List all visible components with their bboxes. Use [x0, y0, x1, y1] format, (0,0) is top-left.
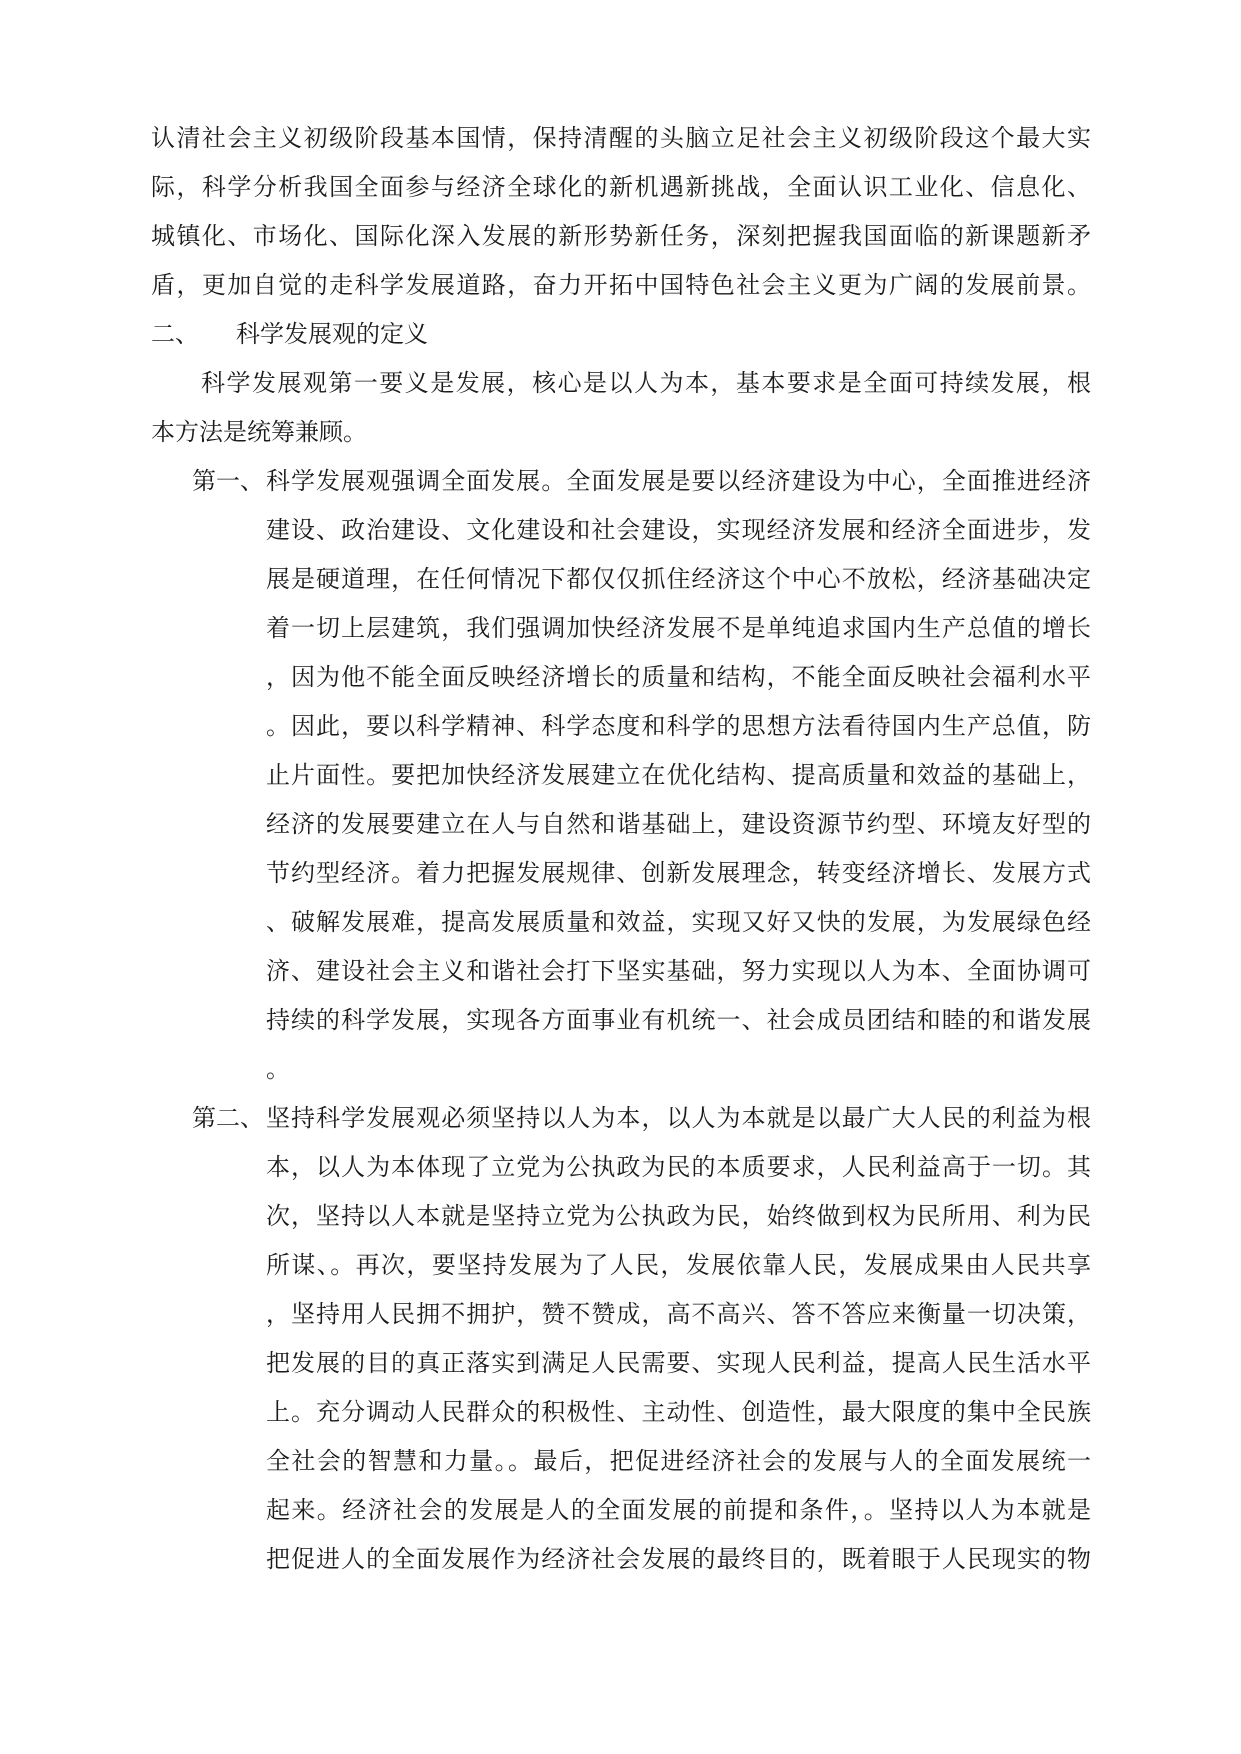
section-title: 科学发展观的定义: [236, 320, 428, 348]
item-label: 第二、: [192, 1104, 264, 1132]
item-line: 经济的发展要建立在人与自然和谐基础上，建设资源节约型、环境友好型的: [266, 810, 1091, 838]
item-line: 持续的科学发展，实现各方面事业有机统一、社会成员团结和睦的和谐发展: [266, 1006, 1091, 1034]
item-line: ，因为他不能全面反映经济增长的质量和结构，不能全面反映社会福利水平: [266, 663, 1091, 691]
item-line: 济、建设社会主义和谐社会打下坚实基础，努力实现以人为本、全面协调可: [266, 957, 1091, 985]
item-line: 把促进人的全面发展作为经济社会发展的最终目的，既着眼于人民现实的物: [266, 1545, 1091, 1573]
definition-line: 本方法是统筹兼顾。: [151, 418, 367, 446]
item-line: 全社会的智慧和力量。。最后，把促进经济社会的发展与人的全面发展统一: [266, 1447, 1091, 1475]
intro-line: 城镇化、市场化、国际化深入发展的新形势新任务，深刻把握我国面临的新课题新矛: [151, 222, 1091, 250]
definition-line: 科学发展观第一要义是发展，核心是以人为本，基本要求是全面可持续发展，根: [201, 369, 1091, 397]
section-number: 二、: [151, 320, 199, 348]
item-line: 上。充分调动人民群众的积极性、主动性、创造性，最大限度的集中全民族: [266, 1398, 1091, 1426]
item-line: 把发展的目的真正落实到满足人民需要、实现人民利益，提高人民生活水平: [266, 1349, 1091, 1377]
item-line: 次，坚持以人本就是坚持立党为公执政为民，始终做到权为民所用、利为民: [266, 1202, 1091, 1230]
item-line: 止片面性。要把加快经济发展建立在优化结构、提高质量和效益的基础上，: [266, 761, 1091, 789]
item-line: 展是硬道理，在任何情况下都仅仅抓住经济这个中心不放松，经济基础决定: [266, 565, 1091, 593]
item-line: 起来。经济社会的发展是人的全面发展的前提和条件，。坚持以人为本就是: [266, 1496, 1091, 1524]
item-line: 建设、政治建设、文化建设和社会建设，实现经济发展和经济全面进步，发: [266, 516, 1091, 544]
item-line: 本，以人为本体现了立党为公执政为民的本质要求，人民利益高于一切。其: [266, 1153, 1091, 1181]
item-line: 。: [266, 1055, 290, 1083]
item-label: 第一、: [192, 467, 264, 495]
item-line: 坚持科学发展观必须坚持以人为本，以人为本就是以最广大人民的利益为根: [266, 1104, 1091, 1132]
item-line: 科学发展观强调全面发展。全面发展是要以经济建设为中心，全面推进经济: [266, 467, 1091, 495]
item-line: ，坚持用人民拥不拥护，赞不赞成，高不高兴、答不答应来衡量一切决策，: [266, 1300, 1091, 1328]
item-line: 所谋、。再次，要坚持发展为了人民，发展依靠人民，发展成果由人民共享: [266, 1251, 1091, 1279]
item-line: 节约型经济。着力把握发展规律、创新发展理念，转变经济增长、发展方式: [266, 859, 1091, 887]
intro-line: 际，科学分析我国全面参与经济全球化的新机遇新挑战，全面认识工业化、信息化、: [151, 173, 1091, 201]
intro-line: 盾，更加自觉的走科学发展道路，奋力开拓中国特色社会主义更为广阔的发展前景。: [151, 271, 1091, 299]
item-line: 着一切上层建筑，我们强调加快经济发展不是单纯追求国内生产总值的增长: [266, 614, 1091, 642]
intro-line: 认清社会主义初级阶段基本国情，保持清醒的头脑立足社会主义初级阶段这个最大实: [151, 124, 1091, 152]
item-line: 、破解发展难，提高发展质量和效益，实现又好又快的发展，为发展绿色经: [266, 908, 1091, 936]
item-line: 。因此，要以科学精神、科学态度和科学的思想方法看待国内生产总值，防: [266, 712, 1091, 740]
